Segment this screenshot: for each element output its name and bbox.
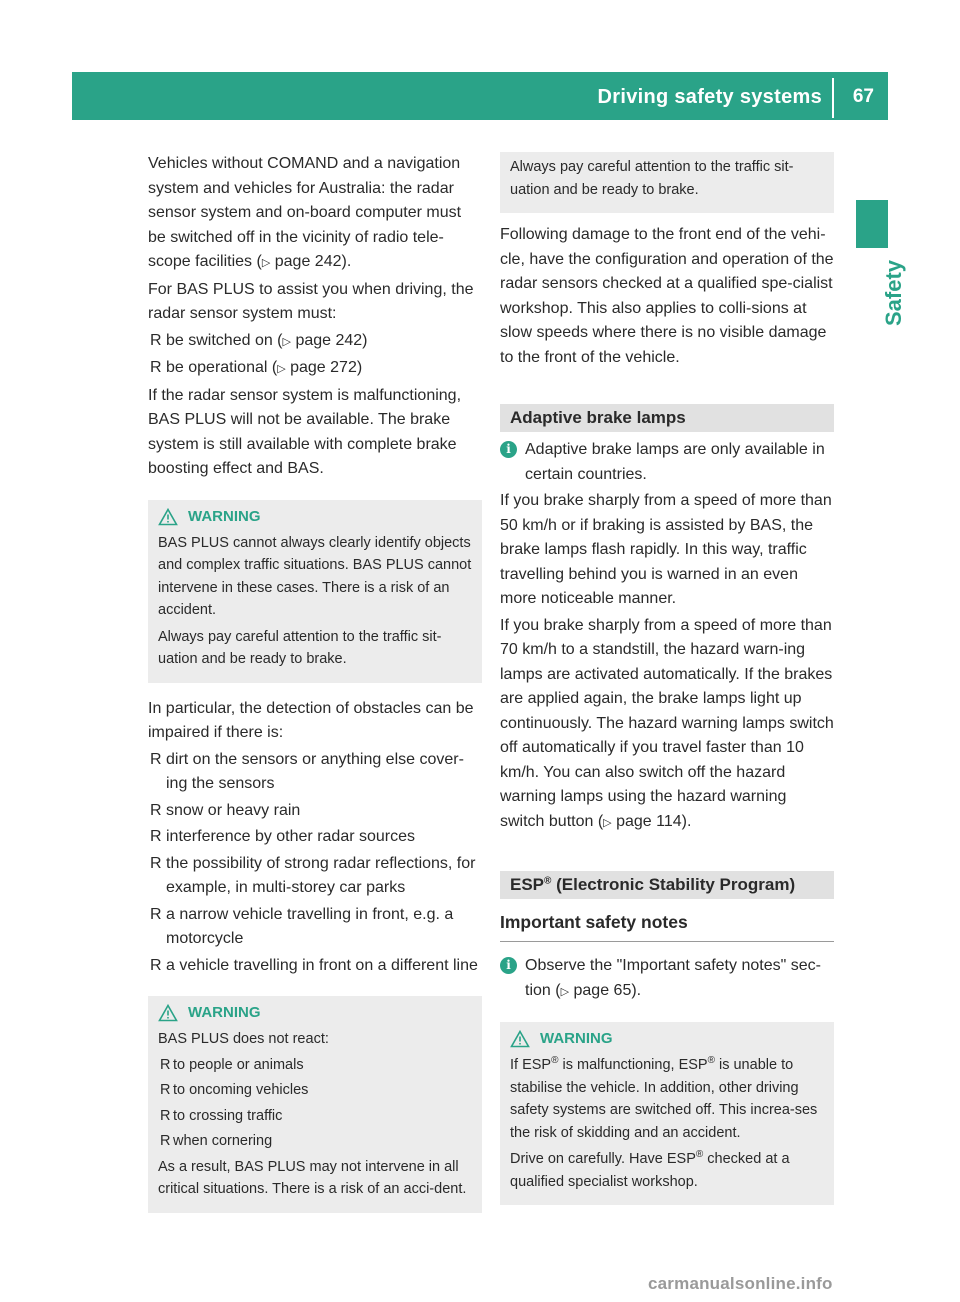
info-icon: i [500, 957, 517, 974]
bullet-icon: R [150, 956, 162, 974]
bullet-icon: R [150, 854, 162, 872]
page-ref-arrow-icon: ▷ [560, 985, 570, 998]
list-item: R dirt on the sensors or anything else cover-ing the sensors [148, 748, 482, 797]
list-item: R to crossing traffic [158, 1105, 472, 1128]
page-number: 67 [852, 86, 874, 107]
page-ref-link[interactable]: page 65). [573, 981, 642, 999]
bullet-icon: R [160, 1082, 171, 1098]
page-ref-link[interactable]: page 242) [295, 331, 368, 349]
bullet-icon: R [150, 828, 162, 845]
warning-triangle-icon [158, 1004, 178, 1022]
paragraph-brake-flash: If you brake sharply from a speed of more than 50 km/h or if braking is assisted by BAS, the brake lamps flash rapidly. In this way, traffic travelling behind you is warned in an even more noticeable manner. [500, 492, 832, 607]
info-note: i Adaptive brake lamps are only available in certain countries. [500, 438, 834, 487]
bullet-icon: R [150, 359, 162, 376]
list-item: R a vehicle travelling in front on a different line [148, 954, 482, 979]
warning-box [500, 1022, 834, 1205]
subheading-important-safety-notes: Important safety notes [500, 909, 834, 942]
warning-box [148, 996, 482, 1213]
watermark: carmanualsonline.info [648, 1274, 833, 1293]
list-item: R a narrow vehicle travelling in front, e.g. a motorcycle [148, 903, 482, 952]
list-item: R to people or animals [158, 1054, 472, 1077]
bullet-icon: R [150, 750, 162, 768]
warning-heading: WARNING [158, 1002, 472, 1024]
bullet-icon: R [160, 1056, 171, 1073]
page-ref-link[interactable]: page 272) [290, 359, 363, 376]
warning-box-continued [500, 152, 834, 213]
warning-text: As a result, BAS PLUS may not intervene in all critical situations. There is a risk of an acci-dent. [158, 1158, 467, 1197]
paragraph-obstacles: In particular, the detection of obstacles can be impaired if there is: [148, 699, 474, 741]
header-bar [72, 72, 888, 120]
list-item: R interference by other radar sources [148, 825, 482, 850]
info-icon: i [500, 441, 517, 458]
side-tab [832, 256, 912, 326]
warning-heading: WARNING [158, 506, 472, 528]
side-tab-label: Safety [881, 259, 906, 326]
paragraph-radio-telescope: Vehicles without COMAND and a navigation system and vehicles for Australia: the radar sensor system and on-board computer must be switched off in the vicinity of radio tele-scope facilities (▷ page 242). [148, 155, 462, 270]
bullet-icon: R [160, 1107, 171, 1124]
warning-heading: WARNING [510, 1028, 824, 1050]
list-item: R be switched on (▷ page 242) [148, 329, 482, 355]
page-ref-arrow-icon: ▷ [261, 257, 271, 269]
warning-text: BAS PLUS cannot always clearly identify objects and complex traffic situations. BAS PLUS cannot intervene in these cases. There is a risk of an accident. [158, 534, 472, 618]
page-ref-link[interactable]: page 114). [616, 812, 692, 830]
page-ref-arrow-icon: ▷ [603, 816, 612, 829]
warning-triangle-icon [158, 508, 178, 526]
page-ref-link[interactable]: page 242). [274, 253, 352, 270]
side-tab-marker [856, 200, 888, 248]
warning-triangle-icon [510, 1030, 530, 1048]
warning-text: BAS PLUS does not react: [158, 1031, 329, 1047]
paragraph-front-damage: Following damage to the front end of the vehi-cle, have the configuration and operation of the radar sensors checked at a qualified spe-cialist workshop. This also applies to colli-sions at slow speeds where there is no visible damage to the front of the vehicle. [500, 226, 834, 366]
list-item: R snow or heavy rain [148, 799, 482, 824]
paragraph-malfunction: If the radar sensor system is malfunctioning, BAS PLUS will not be available. The brake system is still available with complete brake boosting effect and BAS. [148, 386, 462, 477]
bullet-icon: R [150, 801, 162, 819]
left-column [148, 152, 482, 1213]
page-section-title: Driving safety systems [597, 86, 822, 108]
warning-text: If ESP® is malfunctioning, ESP® is unable to stabilise the vehicle. In addition, other driving safety systems are switched off. This increa-ses the risk of skidding and an accident. [510, 1055, 818, 1141]
warning-box [148, 500, 482, 683]
info-note: i Observe the "Important safety notes" sec-tion (▷ page 65). [500, 954, 834, 1004]
list-item: R be operational (▷ page 272) [148, 356, 482, 382]
page-ref-arrow-icon: ▷ [277, 363, 286, 375]
bullet-icon: R [160, 1133, 171, 1149]
paragraph-requirements: For BAS PLUS to assist you when driving, the radar sensor system must: [148, 280, 474, 322]
paragraph-hazard-lamps: If you brake sharply from a speed of more than 70 km/h to a standstill, the hazard warn-ing lamps are activated automatically. If the brakes are applied again, the brake lamps light up continuously. The hazard warning lamps switch off automatically if you travel faster than 10 km/h. You can also switch off the hazard warning lamps using the hazard warning switch button (▷ page 114). [500, 616, 834, 830]
warning-text: Always pay careful attention to the traffic sit-uation and be ready to brake. [158, 628, 442, 667]
section-heading-esp: ESP® (Electronic Stability Program) [500, 871, 834, 899]
warning-text: Always pay careful attention to the traffic sit-uation and be ready to brake. [510, 159, 794, 198]
list-item: R to oncoming vehicles [158, 1079, 472, 1102]
header-divider [832, 78, 834, 118]
page-ref-arrow-icon: ▷ [282, 335, 291, 348]
bullet-icon: R [150, 905, 162, 923]
list-item: R when cornering [158, 1130, 472, 1153]
section-heading-adaptive-brake-lamps: Adaptive brake lamps [500, 404, 834, 432]
bullet-icon: R [150, 331, 162, 349]
warning-text: Drive on carefully. Have ESP® checked at a qualified specialist workshop. [510, 1149, 790, 1190]
right-column [500, 152, 834, 1205]
list-item: R the possibility of strong radar reflections, for example, in multi-storey car parks [148, 852, 482, 901]
